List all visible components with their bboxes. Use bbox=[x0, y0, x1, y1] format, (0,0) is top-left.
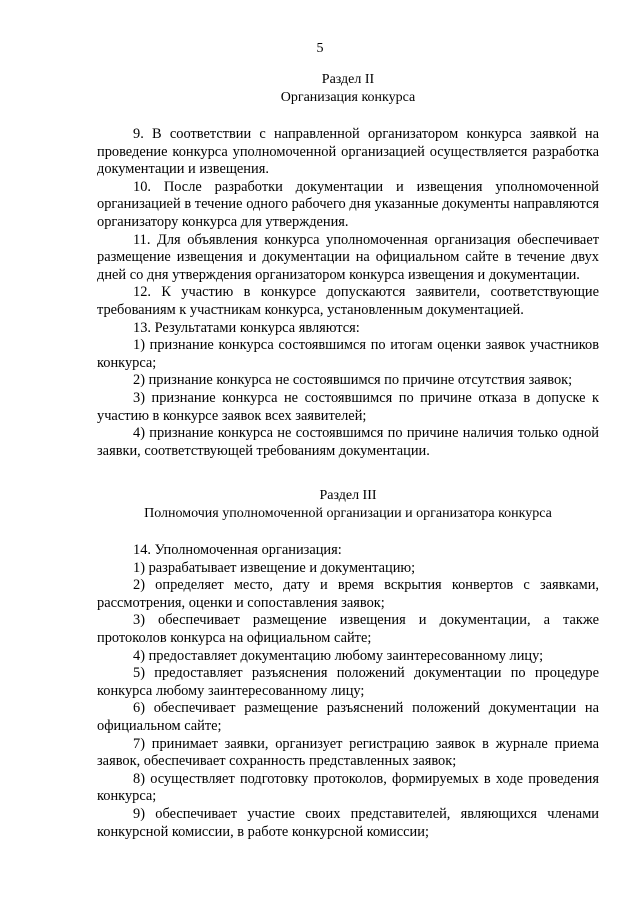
page-number: 5 bbox=[316, 41, 324, 56]
section-3-gap bbox=[97, 523, 599, 542]
paragraph-13-item-4: 4) признание конкурса не состоявшимся по причине наличия только одной заявки, соответствующей требованиям документации. bbox=[97, 425, 599, 459]
paragraph-13-item-3: 3) признание конкурса не состоявшимся по причине отказа в допуске к участию в конкурсе заявок всех заявителей; bbox=[97, 389, 599, 424]
section-3 bbox=[97, 487, 599, 841]
paragraph-13-item-2: 2) признание конкурса не состоявшимся по причине отсутствия заявок; bbox=[133, 372, 573, 389]
paragraph-14-item-3: 3) обеспечивает размещение извещения и документации, а также протоколов конкурса на официальном сайте; bbox=[97, 612, 599, 646]
paragraph-14-item-8: 8) осуществляет подготовку протоколов, формируемых в ходе проведения конкурса; bbox=[97, 770, 599, 805]
paragraph-14-item-1: 1) разрабатывает извещение и документацию; bbox=[133, 559, 416, 576]
paragraph-9: 9. В соответствии с направленной организатором конкурса заявкой на проведение конкурса уполномоченной организацией осуществляется разработка документации и извещения. bbox=[97, 126, 599, 178]
paragraph-13: 13. Результатами конкурса являются: bbox=[133, 319, 360, 336]
section-3-title: Полномочия уполномоченной организации и организатора конкурса bbox=[144, 506, 552, 521]
section-2-gap bbox=[97, 107, 599, 126]
paragraph-11: 11. Для объявления конкурса уполномоченная организация обеспечивает размещение извещения и документации на официальном сайте в течение двух дней со дня утверждения организатором конкурса извещения и документации. bbox=[97, 231, 599, 283]
paragraph-12: 12. К участию в конкурсе допускаются заявители, соответствующие требованиям к участникам конкурса, установленным документацией. bbox=[97, 284, 599, 318]
paragraph-14-item-7: 7) принимает заявки, организует регистрацию заявок в журнале приема заявок, обеспечивает сохранность представленных заявок; bbox=[97, 735, 599, 770]
section-2-label: Раздел II bbox=[321, 72, 375, 87]
paragraph-14: 14. Уполномоченная организация: bbox=[133, 542, 342, 558]
section-2-title: Организация конкурса bbox=[280, 90, 416, 105]
paragraph-13-item-1: 1) признание конкурса состоявшимся по итогам оценки заявок участников конкурса; bbox=[97, 337, 599, 371]
paragraph-14-item-6: 6) обеспечивает размещение разъяснений положений документации на официальном сайте; bbox=[97, 700, 599, 734]
paragraph-14-item-4: 4) предоставляет документацию любому заинтересованному лицу; bbox=[133, 647, 544, 664]
paragraph-14-item-5: 5) предоставляет разъяснения положений документации по процедуре конкурса любому заинтересованному лицу; bbox=[97, 665, 599, 699]
paragraph-14-item-9: 9) обеспечивает участие своих представителей, являющихся членами конкурсной комиссии, в работе конкурсной комиссии; bbox=[97, 805, 599, 840]
section-3-label: Раздел III bbox=[319, 488, 377, 503]
paragraph-14-item-2: 2) определяет место, дату и время вскрытия конвертов с заявками, рассмотрения, оценки и сопоставления заявок; bbox=[97, 577, 599, 611]
paragraph-10: 10. После разработки документации и извещения уполномоченной организацией в течение одного рабочего дня указанные документы направляются организатору конкурса для утверждения. bbox=[97, 178, 599, 230]
section-2 bbox=[97, 71, 599, 460]
